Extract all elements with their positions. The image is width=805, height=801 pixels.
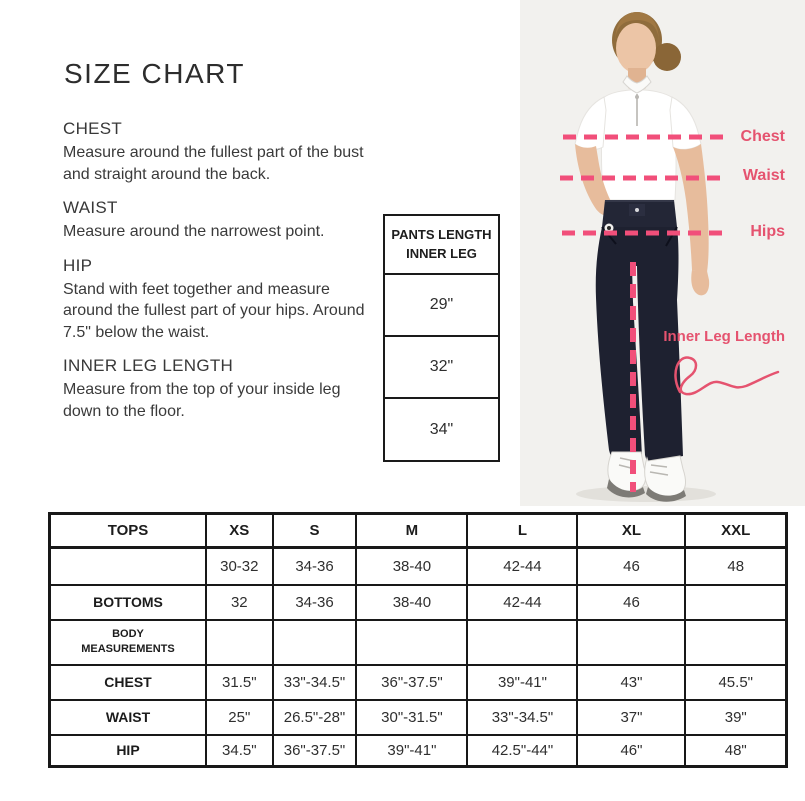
table-row-tops-sizes bbox=[50, 548, 787, 585]
hips-label: Hips bbox=[750, 223, 785, 240]
pants-length-value: 34" bbox=[429, 420, 454, 438]
cell bbox=[685, 620, 786, 665]
col-header-s: S bbox=[273, 514, 357, 548]
table-row-body-measurements bbox=[50, 620, 787, 665]
table-row-waist bbox=[50, 700, 787, 735]
cell bbox=[685, 585, 786, 620]
model-illustration bbox=[520, 0, 805, 506]
instruction-heading: HIP bbox=[63, 255, 93, 275]
waist-label: Waist bbox=[742, 167, 785, 184]
instruction-waist bbox=[63, 198, 368, 243]
table-row-chest bbox=[50, 665, 787, 700]
instruction-text: Measure around the fullest part of the bust and straight around the back. bbox=[63, 144, 364, 183]
cell: 48 bbox=[685, 548, 786, 585]
col-header-tops: TOPS bbox=[50, 514, 206, 548]
pants-length-table bbox=[383, 214, 500, 462]
cell: 46 bbox=[577, 548, 685, 585]
cell: 36"-37.5" bbox=[273, 735, 357, 767]
cell: 39"-41" bbox=[356, 735, 467, 767]
row-label: BOTTOMS bbox=[50, 585, 206, 620]
hair-bun bbox=[653, 43, 681, 71]
instruction-text: Measure around the narrowest point. bbox=[63, 223, 325, 240]
cell: 37" bbox=[577, 700, 685, 735]
measuring-instructions bbox=[63, 119, 368, 435]
cell: 30"-31.5" bbox=[356, 700, 467, 735]
cell: 39" bbox=[685, 700, 786, 735]
pants-length-value: 29" bbox=[385, 275, 498, 337]
cell bbox=[273, 620, 357, 665]
cell: 42-44 bbox=[467, 585, 577, 620]
face bbox=[616, 23, 656, 73]
instruction-text: Stand with feet together and measure around the fullest part of your hips. Around 7.5" below the waist. bbox=[63, 280, 365, 341]
size-table-header-row bbox=[50, 514, 787, 548]
instruction-text: Measure from the top of your inside leg down to the floor. bbox=[63, 381, 341, 420]
col-header-xxl: XXL bbox=[685, 514, 786, 548]
instruction-hip bbox=[63, 256, 368, 344]
cell: 39"-41" bbox=[467, 665, 577, 700]
row-label: HIP bbox=[50, 735, 206, 767]
col-header-xl: XL bbox=[577, 514, 685, 548]
cell: 26.5"-28" bbox=[273, 700, 357, 735]
pants-length-value: 32" bbox=[385, 337, 498, 399]
row-label bbox=[50, 548, 206, 585]
table-row-bottoms bbox=[50, 585, 787, 620]
cell: 38-40 bbox=[356, 585, 467, 620]
page-title: SIZE CHART bbox=[64, 58, 245, 89]
row-label bbox=[50, 620, 206, 665]
size-table bbox=[48, 512, 788, 768]
pants-length-header: PANTS LENGTH INNER LEG bbox=[385, 216, 498, 275]
col-header-l: L bbox=[467, 514, 577, 548]
cell: 46 bbox=[577, 585, 685, 620]
cell: 42.5"-44" bbox=[467, 735, 577, 767]
cell: 46" bbox=[577, 735, 685, 767]
cell: 33"-34.5" bbox=[467, 700, 577, 735]
cell: 42-44 bbox=[467, 548, 577, 585]
cell: 36"-37.5" bbox=[356, 665, 467, 700]
instruction-chest bbox=[63, 119, 368, 185]
instruction-inner-leg bbox=[63, 356, 368, 422]
row-label: CHEST bbox=[50, 665, 206, 700]
table-row-hip bbox=[50, 735, 787, 767]
cell: 30-32 bbox=[206, 548, 273, 585]
cell: 25" bbox=[206, 700, 273, 735]
cell: 32 bbox=[206, 585, 273, 620]
cell bbox=[467, 620, 577, 665]
cell bbox=[577, 620, 685, 665]
cell: 33"-34.5" bbox=[273, 665, 357, 700]
inner-leg-label: Inner Leg Length bbox=[663, 328, 785, 345]
col-header-xs: XS bbox=[206, 514, 273, 548]
cell: 38-40 bbox=[356, 548, 467, 585]
cell: 45.5" bbox=[685, 665, 786, 700]
cell: 34.5" bbox=[206, 735, 273, 767]
shoes bbox=[607, 452, 686, 502]
chest-label: Chest bbox=[740, 128, 785, 145]
col-header-m: M bbox=[356, 514, 467, 548]
row-label-text: BODY MEASUREMENTS bbox=[81, 628, 175, 655]
cell: 31.5" bbox=[206, 665, 273, 700]
instruction-heading: WAIST bbox=[63, 198, 118, 217]
row-label: WAIST bbox=[50, 700, 206, 735]
cell: 48" bbox=[685, 735, 786, 767]
cell bbox=[356, 620, 467, 665]
cell: 34-36 bbox=[273, 585, 357, 620]
cell bbox=[206, 620, 273, 665]
instruction-heading: INNER LEG LENGTH bbox=[63, 356, 234, 375]
instruction-heading: CHEST bbox=[63, 119, 123, 138]
cell: 43" bbox=[577, 665, 685, 700]
model-photo bbox=[520, 0, 805, 506]
cell: 34-36 bbox=[273, 548, 357, 585]
